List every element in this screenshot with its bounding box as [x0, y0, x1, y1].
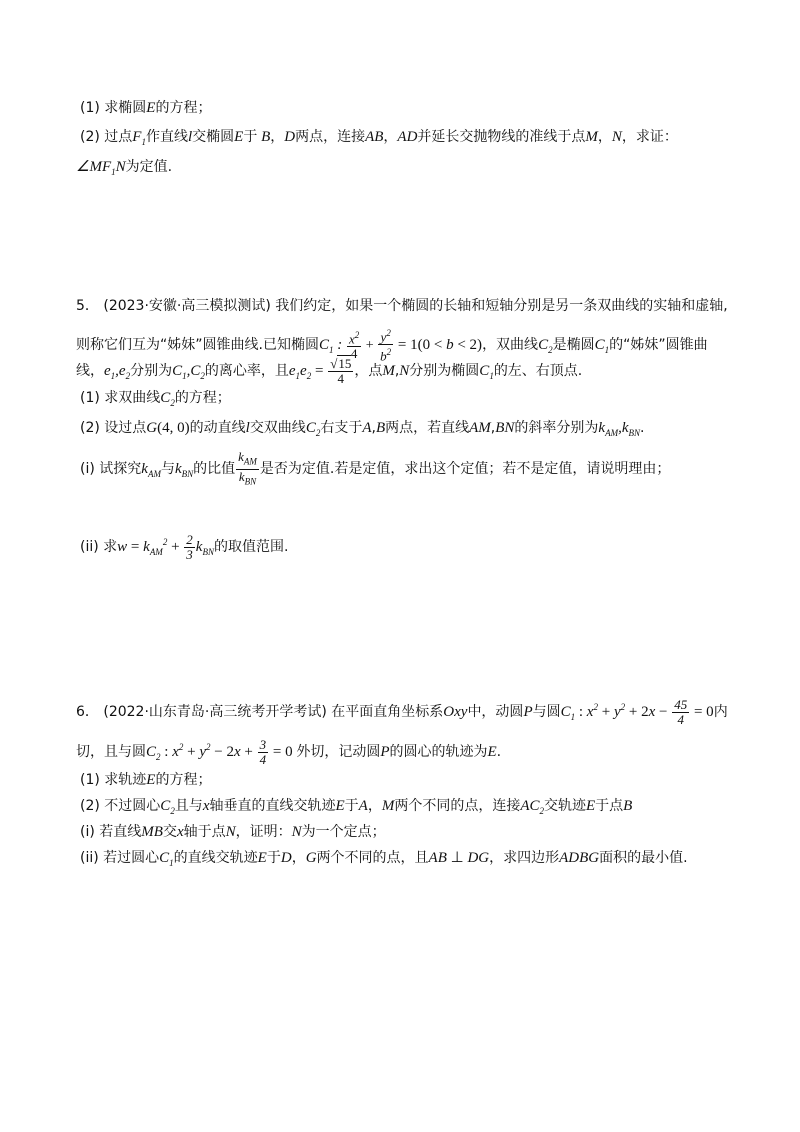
problem-source: (2022·山东青岛·高三统考开学考试) [103, 704, 327, 720]
problem-5-line-2: 则称它们互为“姊妹”圆锥曲线.已知椭圆$C_1$ : $\frac{x^2}{4}$ + $\frac{y^2}{b^2}$ = 1(0 < b < 2)，双曲线$C_2$是椭圆$C_1$的“姊妹”圆锥曲 [76, 328, 708, 364]
problem-6-line-1: 6． (2022·山东青岛·高三统考开学考试) 在平面直角坐标系Oxy中，动圆P与圆$C_1$ : $x^2 + y^2 + 2x$ − $\frac{45}{4}$ = 0内 [76, 696, 728, 727]
problem-5-part-2-i: (i) 试探究$k_{AM}$与$k_{BN}$的比值 $\frac{k_{AM}}{k_{BN}}$ 是否为定值.若是定值，求出这个定值；若不是定值，请说明理由； [80, 449, 671, 487]
problem-source: (2023·安徽·高三模拟测试) [103, 298, 271, 314]
problem-5-line-3: 线，$e_1,e_2$分别为$C_1,C_2$的离心率，且$e_1e_2$ = $\frac{√15}{4}$ ，点M,N分别为椭圆$C_1$的左、右顶点. [76, 355, 583, 386]
problem-number: 6． [76, 704, 99, 720]
document-page: (1) 求椭圆E的方程； (2) 过点$F_1$作直线l交椭圆E于 B，D两点，连接AB，AD并延长交抛物线的准线于点M，N，求证： $\angle MF_1N$为定值. 5． (2023·安徽·高三模拟测试) 我们约定，如果一个椭圆的长轴和短轴分别是另一条双曲线的实轴和虚轴, 则称它们互为“姊妹”圆锥曲线.已知椭圆$C_1$ : $\frac{x^2}{4}$ + $\frac{y^2}{b^2}$ = 1(0 < b < 2)，双曲线$C_2$是椭圆$C_1$的“姊妹”圆锥曲 线，$e_1,e_2$分别为$C_1,C_2$的离心率，且$e_1e_2$ = $\frac{√15}{4}$ ，点M,N分别为椭圆$C_1$的左、右顶点. (1) 求双曲线$C_2$的方程； (2) 设过点G(4, 0)的动直线l交双曲线$C_2$右支于A,B两点，若直线AM,BN的斜率分别为$k_{AM},k_{BN}$. (i) 试探究$k_{AM}$与$k_{BN}$的比值 $\frac{k_{AM}}{k_{BN}}$ 是否为定值.若是定值，求出这个定值；若不是定值，请说明理由； (ii) 求$w = k_{AM}^2$ + $\frac{2}{3}$ $k_{BN}$的取值范围. 6． (2022·山东青岛·高三统考开学考试) 在平面直角坐标系Oxy中，动圆P与圆$C_1$ : $x^2 + y^2 + 2x$ − $\frac{45}{4}$ = 0内 切，且与圆$C_2$ : $x^2 + y^2 - 2x$ + $\frac{3}{4}$ = 0 外切，记动圆P的圆心的轨迹为E. (1) 求轨迹E的方程； (2) 不过圆心$C_2$且与x轴垂直的直线交轨迹E于A，M两个不同的点，连接$AC_2$交轨迹E于点B (i) 若直线MB交x轴于点N，证明：N为一个定点； (ii) 若过圆心$C_1$的直线交轨迹E于D，G两个不同的点，且AB ⊥ DG，求四边形ADBG面积的最小值. [0, 0, 800, 1132]
problem-6-line-2: 切，且与圆$C_2$ : $x^2 + y^2 - 2x$ + $\frac{3}{4}$ = 0 外切，记动圆P的圆心的轨迹为E. [76, 736, 502, 767]
problem-number: 5． [76, 298, 99, 314]
problem-5-part-2-ii: (ii) 求$w = k_{AM}^2$ + $\frac{2}{3}$ $k_{BN}$的取值范围. [80, 531, 289, 562]
